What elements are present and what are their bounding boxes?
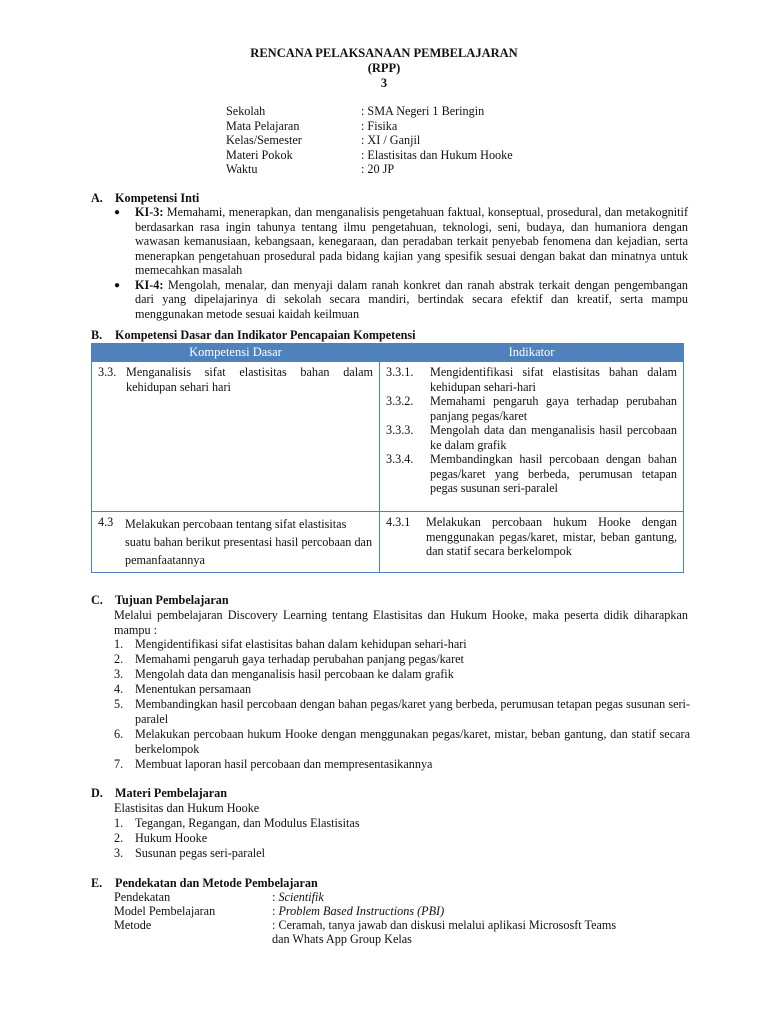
kompetensi-inti-list (114, 205, 688, 321)
metode-label: Model Pembelajaran (114, 904, 216, 918)
identity-label: Sekolah (226, 104, 266, 118)
kd-item (98, 515, 373, 569)
list-text: Melakukan percobaan hukum Hooke dengan menggunakan pegas/karet, mistar, beban gantung, dan statif secara berkelompok (135, 727, 690, 756)
materi-list (114, 816, 690, 861)
list-number: 3. (114, 846, 124, 860)
list-number: 5. (114, 697, 124, 711)
bullet-icon: ● (114, 207, 121, 218)
identity-row (226, 162, 513, 177)
indicator-number: 3.3.2. (386, 394, 414, 408)
ki-item (114, 205, 688, 278)
kd-item (98, 365, 373, 394)
metode-label: Pendekatan (114, 890, 171, 904)
metode-value-text: Ceramah, tanya jawab dan diskusi melalui aplikasi Micrososft Teams dan Whats App Group Kelas (272, 918, 617, 946)
section-a-heading: A. Kompetensi Inti (91, 191, 200, 205)
document-number: 3 (380, 76, 388, 90)
indicator-text: Melakukan percobaan hukum Hooke dengan menggunakan pegas/karet, mistar, beban gantung, dan statif secara berkelompok (426, 515, 677, 558)
metode-value: : Scientifik (272, 890, 324, 904)
identity-value: : 20 JP (361, 162, 395, 176)
indicator-number: 3.3.4. (386, 452, 414, 466)
indicator-number: 3.3.3. (386, 423, 414, 437)
list-number: 3. (114, 667, 124, 681)
tujuan-item (114, 757, 690, 772)
indicator-column-header: Indikator (380, 344, 684, 362)
tujuan-item (114, 652, 690, 667)
section-c-heading: C. Tujuan Pembelajaran (91, 593, 229, 607)
metode-value-text: Scientifik (278, 890, 324, 904)
tujuan-item (114, 637, 690, 652)
metode-list (114, 890, 622, 946)
indicator-item (386, 365, 677, 394)
ki-text: KI-4: Mengolah, menalar, dan menyaji dalam ranah konkret dan ranah abstrak terkait dengan pengembangan dari yang dipelajarinya di sekolah secara mandiri, bertindak secara efektif dan kreatif, serta mampu menggunakan metode sesuai kaidah keilmuan (135, 277, 688, 321)
list-number: 1. (114, 637, 124, 651)
kd-column-header: Kompetensi Dasar (92, 344, 380, 362)
list-text: Membandingkan hasil percobaan dengan bahan pegas/karet yang berbeda, perumusan tetapan pegas susunan seri-paralel (135, 697, 690, 726)
list-number: 2. (114, 831, 124, 845)
indicator-item (386, 515, 677, 559)
table-row (92, 362, 684, 512)
metode-value: : Ceramah, tanya jawab dan diskusi melalui aplikasi Micrososft Teams dan Whats App Group Kelas (272, 918, 617, 946)
list-text: Mengidentifikasi sifat elastisitas bahan dalam kehidupan sehari-hari (135, 637, 467, 651)
list-text: Mengolah data dan menganalisis hasil percobaan ke dalam grafik (135, 667, 454, 681)
identity-value: : XI / Ganjil (361, 133, 421, 147)
list-number: 4. (114, 682, 124, 696)
ki-key: KI-3: (135, 205, 164, 219)
list-text: Membuat laporan hasil percobaan dan mempresentasikannya (135, 757, 433, 771)
metode-row (114, 918, 622, 946)
materi-item (114, 816, 690, 831)
indicator-item (386, 423, 677, 452)
metode-row (114, 904, 622, 918)
kd-text: Melakukan percobaan tentang sifat elastisitas suatu bahan berikut presentasi hasil percobaan dan pemanfaatannya (125, 517, 373, 567)
identity-row (226, 119, 513, 134)
materi-intro: Elastisitas dan Hukum Hooke (114, 801, 260, 815)
metode-row (114, 890, 622, 904)
identity-block (226, 104, 513, 177)
kd-number: 3.3. (98, 365, 117, 379)
identity-value: : Elastisitas dan Hukum Hooke (361, 147, 513, 162)
indicator-item (386, 452, 677, 496)
indicator-cell (380, 362, 684, 512)
kd-cell (92, 512, 380, 573)
tujuan-item (114, 667, 690, 682)
identity-row (226, 133, 513, 148)
indicator-cell (380, 512, 684, 573)
metode-value-text: Problem Based Instructions (PBI) (278, 904, 445, 918)
materi-item (114, 846, 690, 861)
document-title: RENCANA PELAKSANAAN PEMBELAJARAN (250, 46, 518, 60)
ki-text: KI-3: Memahami, menerapkan, dan menganalisis pengetahuan faktual, konseptual, prosedural, dan metakognitif berdasarkan rasa ingin tahunya tentang ilmu pengetahuan, teknologi, seni, budaya, dan humaniora dengan wawasan kemanusiaan, kebangsaan, kenegaraan, dan peradaban terkait penyebab fenomena dan kejadian, serta menerapkan pengetahuan prosedural pada bidang kajian yang spesifik sesuai dengan bakat dan minatnya untuk memecahkan masalah (135, 205, 688, 277)
indicator-text: Mengolah data dan menganalisis hasil percobaan ke dalam grafik (430, 423, 677, 452)
list-text: Memahami pengaruh gaya terhadap perubahan panjang pegas/karet (135, 652, 464, 666)
identity-label: Mata Pelajaran (226, 118, 300, 133)
document-header (0, 46, 768, 91)
materi-item (114, 831, 690, 846)
tujuan-item (114, 682, 690, 697)
identity-label: Kelas/Semester (226, 133, 302, 147)
indicator-number: 4.3.1 (386, 515, 411, 529)
indicator-text: Mengidentifikasi sifat elastisitas bahan dalam kehidupan sehari-hari (430, 365, 677, 394)
kd-text: Menganalisis sifat elastisitas bahan dalam kehidupan sehari hari (126, 365, 373, 394)
document-subtitle: (RPP) (367, 61, 401, 75)
indicator-text: Membandingkan hasil percobaan dengan bahan pegas/karet yang berbeda, perumusan tetapan pegas susunan seri-paralel (430, 452, 677, 495)
identity-row (226, 104, 513, 119)
table-row (92, 512, 684, 573)
indicator-item (386, 394, 677, 423)
identity-value: : Fisika (361, 118, 398, 133)
kd-cell (92, 362, 380, 512)
list-number: 1. (114, 816, 124, 830)
section-d-heading: D. Materi Pembelajaran (91, 786, 228, 800)
list-text: Susunan pegas seri-paralel (135, 846, 265, 860)
kd-table (91, 343, 684, 573)
list-text: Hukum Hooke (135, 831, 208, 845)
indicator-text: Memahami pengaruh gaya terhadap perubahan panjang pegas/karet (430, 394, 677, 423)
kd-number: 4.3 (98, 515, 114, 529)
section-e-heading: E. Pendekatan dan Metode Pembelajaran (91, 876, 318, 890)
list-text: Menentukan persamaan (135, 682, 252, 696)
list-number: 2. (114, 652, 124, 666)
identity-row (226, 148, 513, 163)
tujuan-item (114, 727, 690, 757)
list-number: 7. (114, 757, 124, 771)
list-number: 6. (114, 727, 124, 741)
tujuan-item (114, 697, 690, 727)
tujuan-intro: Melalui pembelajaran Discovery Learning tentang Elastisitas dan Hukum Hooke, maka peserta didik diharapkan mampu : (114, 608, 688, 637)
bullet-icon: ● (114, 279, 121, 291)
section-b-heading: B. Kompetensi Dasar dan Indikator Pencapaian Kompetensi (91, 328, 416, 342)
identity-label: Waktu (226, 162, 258, 176)
identity-value: : SMA Negeri 1 Beringin (361, 104, 485, 118)
indicator-number: 3.3.1. (386, 365, 414, 379)
ki-key: KI-4: (135, 277, 164, 292)
identity-label: Materi Pokok (226, 147, 293, 162)
metode-label: Metode (114, 918, 152, 932)
tujuan-list (114, 637, 690, 772)
ki-item (114, 278, 688, 322)
metode-value: : Problem Based Instructions (PBI) (272, 904, 445, 918)
list-text: Tegangan, Regangan, dan Modulus Elastisitas (135, 816, 360, 830)
